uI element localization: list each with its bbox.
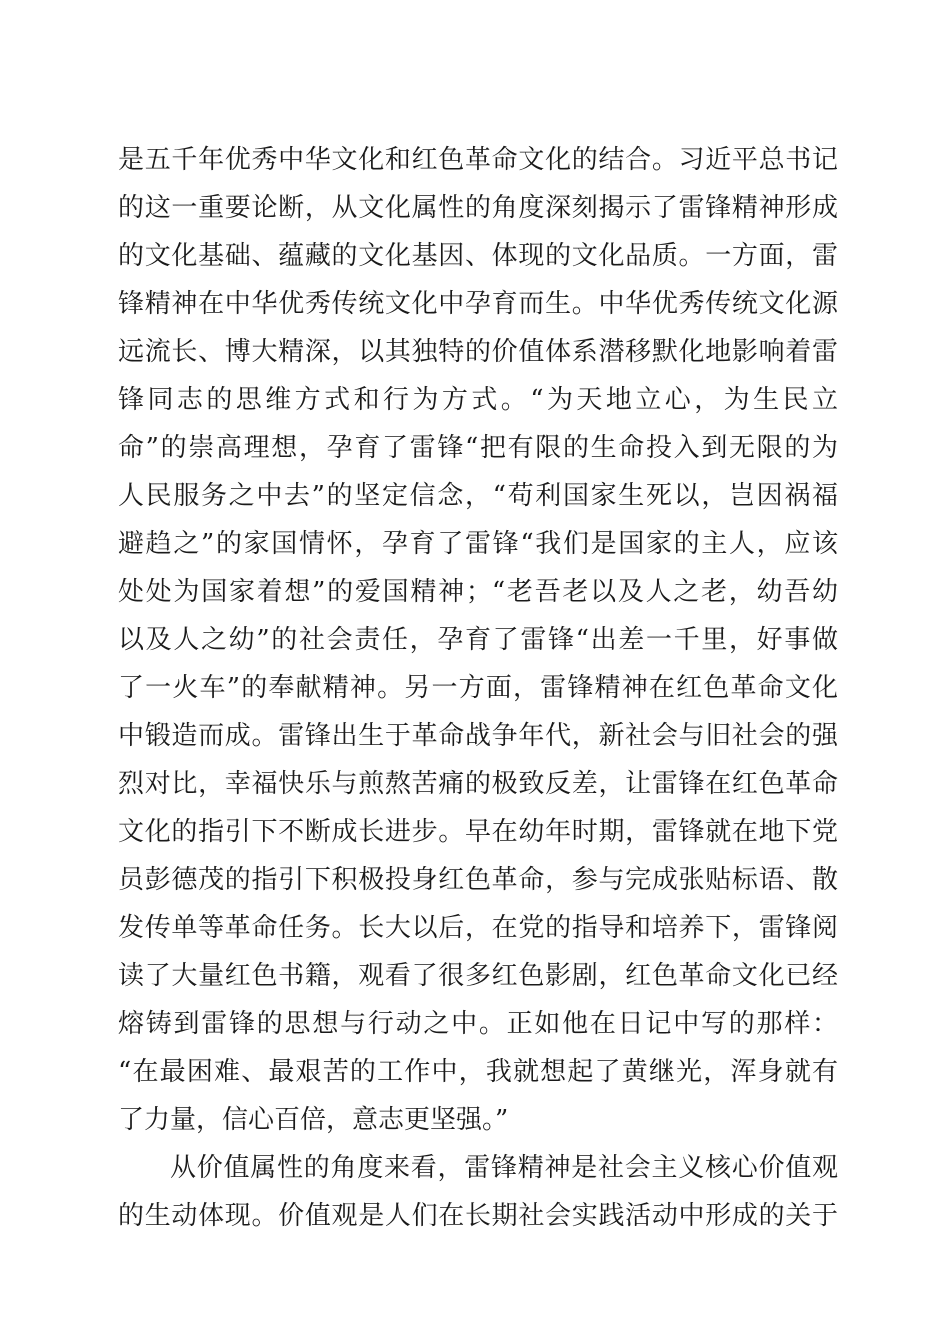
- text-line: 人民服务之中去”的坚定信念，“苟利国家生死以，岂因祸福: [118, 481, 838, 511]
- text-line: 了力量，信心百倍，意志更坚强。”: [118, 1105, 509, 1135]
- text-line: 读了大量红色书籍，观看了很多红色影剧，红色革命文化已经: [118, 961, 838, 991]
- text-line: 了一火车”的奉献精神。另一方面，雷锋精神在红色革命文化: [118, 673, 838, 703]
- text-line: 发传单等革命任务。长大以后，在党的指导和培养下，雷锋阅: [118, 913, 838, 943]
- text-line: 中锻造而成。雷锋出生于革命战争年代，新社会与旧社会的强: [118, 721, 838, 751]
- paragraph-2: [118, 1144, 838, 1240]
- text-line: 烈对比，幸福快乐与煎熬苦痛的极致反差，让雷锋在红色革命: [118, 769, 838, 799]
- text-line: 的生动体现。价值观是人们在长期社会实践活动中形成的关于: [118, 1201, 838, 1231]
- paragraph-1: [118, 136, 838, 1144]
- text-line: 文化的指引下不断成长进步。早在幼年时期，雷锋就在地下党: [118, 817, 838, 847]
- text-line: 从价值属性的角度来看，雷锋精神是社会主义核心价值观: [170, 1153, 838, 1183]
- text-line: 避趋之”的家国情怀，孕育了雷锋“我们是国家的主人，应该: [118, 529, 838, 559]
- text-line: 处处为国家着想”的爱国精神；“老吾老以及人之老，幼吾幼: [118, 577, 838, 607]
- text-line: 的文化基础、蕴藏的文化基因、体现的文化品质。一方面，雷: [118, 241, 838, 271]
- text-line: 锋精神在中华优秀传统文化中孕育而生。中华优秀传统文化源: [118, 289, 838, 319]
- text-line: 远流长、博大精深，以其独特的价值体系潜移默化地影响着雷: [118, 337, 838, 367]
- text-line: 命”的崇高理想，孕育了雷锋“把有限的生命投入到无限的为: [118, 433, 838, 463]
- text-line: 是五千年优秀中华文化和红色革命文化的结合。习近平总书记: [118, 145, 838, 175]
- text-line: 员彭德茂的指引下积极投身红色革命，参与完成张贴标语、散: [118, 865, 838, 895]
- body-text: [118, 136, 838, 1240]
- text-line: “在最困难、最艰苦的工作中，我就想起了黄继光，浑身就有: [118, 1057, 838, 1087]
- text-line: 的这一重要论断，从文化属性的角度深刻揭示了雷锋精神形成: [118, 193, 838, 223]
- text-line: 熔铸到雷锋的思想与行动之中。正如他在日记中写的那样：: [118, 1009, 838, 1039]
- text-line: 锋同志的思维方式和行为方式。“为天地立心，为生民立: [118, 385, 838, 415]
- text-line: 以及人之幼”的社会责任，孕育了雷锋“出差一千里，好事做: [118, 625, 838, 655]
